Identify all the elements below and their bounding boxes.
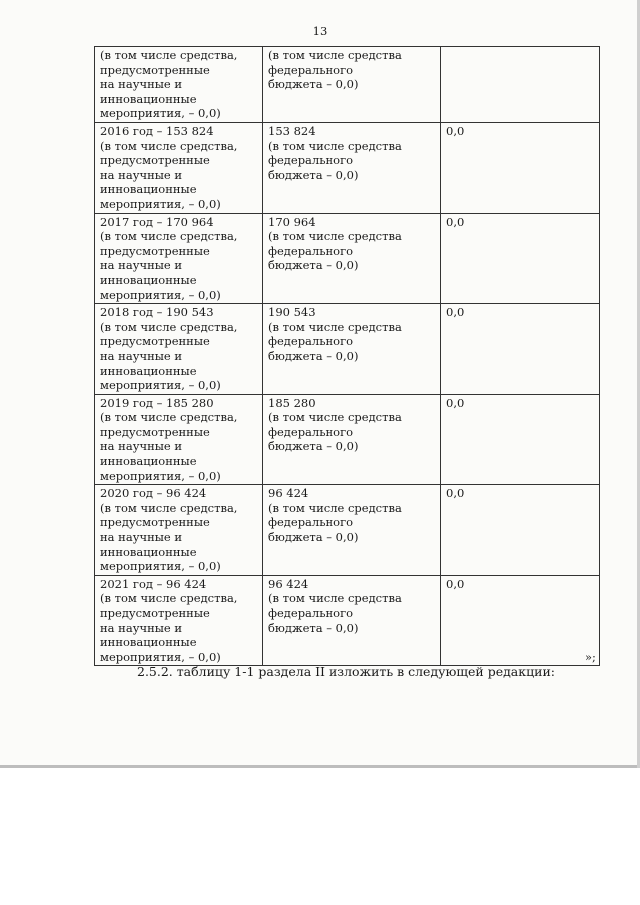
- cell-text-line: (в том числе средства: [268, 500, 402, 515]
- cell-text-line: 2018 год – 190 543: [100, 305, 214, 320]
- cell-text-line: (в том числе средства,: [100, 319, 238, 334]
- cell-text-line: инновационные: [100, 363, 197, 378]
- cell-text-line: (в том числе средства,: [100, 500, 238, 515]
- table-cell-col2: [263, 123, 441, 214]
- cell-text-line: 0,0: [446, 214, 465, 229]
- table-cell-col1: [95, 213, 263, 304]
- cell-text-line: федерального: [268, 153, 354, 168]
- table-row: [95, 304, 600, 395]
- cell-text-line: бюджета – 0,0): [268, 530, 359, 545]
- cell-text-line: федерального: [268, 515, 354, 530]
- cell-text-line: 0,0: [446, 124, 465, 138]
- funding-table: [94, 46, 600, 666]
- table-cell-col2: [263, 47, 441, 123]
- cell-text-line: (в том числе средства: [268, 138, 402, 153]
- table-cell-col1: [95, 485, 263, 576]
- cell-text-line: (в том числе средства,: [100, 229, 238, 244]
- table-cell-col3: [441, 304, 600, 395]
- table-cell-col1: [95, 47, 263, 123]
- cell-text-line: 153 824: [268, 124, 316, 138]
- cell-text-line: 96 424: [268, 486, 309, 501]
- cell-text-line: инновационные: [100, 182, 197, 197]
- cell-text-line: 190 543: [268, 305, 316, 320]
- cell-text-line: федерального: [268, 606, 354, 620]
- cell-text-line: (в том числе средства: [268, 229, 402, 244]
- table-row: [95, 575, 600, 666]
- cell-text-line: на научные и: [100, 530, 183, 545]
- table-cell-col1: [95, 394, 263, 485]
- cell-text-line: инновационные: [100, 544, 197, 559]
- cell-text-line: предусмотренные: [100, 153, 210, 168]
- amendment-paragraph: 2.5.2. таблицу 1-1 раздела II изложить в следующей редакции:: [137, 664, 555, 679]
- table-cell-col2: [263, 394, 441, 485]
- cell-text-line: (в том числе средства: [268, 410, 402, 425]
- cell-text-line: мероприятия, – 0,0): [100, 287, 221, 302]
- cell-text-line: бюджета – 0,0): [268, 167, 359, 182]
- table-cell-col3: [441, 47, 600, 123]
- cell-text-line: 0,0: [446, 486, 465, 501]
- cell-text-line: предусмотренные: [100, 515, 210, 530]
- table-row: [95, 394, 600, 485]
- cell-text-line: (в том числе средства,: [100, 138, 238, 153]
- cell-text-line: предусмотренные: [100, 243, 210, 258]
- cell-text-line: 2016 год – 153 824: [100, 124, 214, 138]
- cell-text-line: федерального: [268, 424, 354, 439]
- table-cell-col1: [95, 575, 263, 666]
- cell-text-line: мероприятия, – 0,0): [100, 106, 221, 121]
- table-cell-col3: [441, 213, 600, 304]
- cell-text-line: (в том числе средства,: [100, 410, 238, 425]
- cell-text-line: на научные и: [100, 620, 183, 635]
- cell-text-line: (в том числе средства: [268, 591, 402, 606]
- cell-text-line: на научные и: [100, 258, 183, 273]
- cell-text-line: 96 424: [268, 576, 309, 591]
- cell-text-line: федерального: [268, 243, 354, 258]
- table-row: [95, 123, 600, 214]
- cell-text-line: 0,0: [446, 305, 465, 320]
- cell-text-line: предусмотренные: [100, 424, 210, 439]
- cell-text-line: мероприятия, – 0,0): [100, 468, 221, 483]
- cell-text-line: бюджета – 0,0): [268, 77, 359, 92]
- cell-text-line: 0,0: [446, 395, 465, 410]
- table-cell-col3: [441, 123, 600, 214]
- cell-text-line: 2021 год – 96 424: [100, 576, 207, 591]
- cell-text-line: 2020 год – 96 424: [100, 486, 207, 501]
- closing-quote-mark: »;: [585, 650, 596, 664]
- cell-text-line: мероприятия, – 0,0): [100, 649, 221, 664]
- table-cell-col3: [441, 575, 600, 666]
- page-number: 13: [312, 24, 328, 38]
- cell-text-line: 170 964: [268, 214, 316, 229]
- table-row: [95, 213, 600, 304]
- table-row: [95, 47, 600, 123]
- table-cell-col2: [263, 304, 441, 395]
- cell-text-line: (в том числе средства,: [100, 591, 238, 606]
- cell-text-line: инновационные: [100, 635, 197, 650]
- cell-text-line: федерального: [268, 62, 354, 77]
- cell-text-line: (в том числе средства,: [100, 48, 238, 62]
- table-cell-col3: [441, 394, 600, 485]
- cell-text-line: на научные и: [100, 439, 183, 454]
- cell-text-line: мероприятия, – 0,0): [100, 559, 221, 574]
- cell-text-line: инновационные: [100, 272, 197, 287]
- cell-text-line: бюджета – 0,0): [268, 348, 359, 363]
- cell-text-line: бюджета – 0,0): [268, 258, 359, 273]
- table-cell-col3: [441, 485, 600, 576]
- cell-text-line: (в том числе средства: [268, 48, 402, 62]
- cell-text-line: 2019 год – 185 280: [100, 395, 214, 410]
- cell-text-line: бюджета – 0,0): [268, 620, 359, 635]
- cell-text-line: мероприятия, – 0,0): [100, 196, 221, 211]
- cell-text-line: федерального: [268, 334, 354, 349]
- table-cell-col2: [263, 485, 441, 576]
- cell-text-line: 0,0: [446, 576, 465, 591]
- table-cell-col2: [263, 575, 441, 666]
- cell-text-line: на научные и: [100, 348, 183, 363]
- cell-text-line: инновационные: [100, 91, 197, 106]
- cell-text-line: 2017 год – 170 964: [100, 214, 214, 229]
- table-cell-col2: [263, 213, 441, 304]
- cell-text-line: на научные и: [100, 167, 183, 182]
- cell-text-line: предусмотренные: [100, 606, 210, 620]
- cell-text-line: (в том числе средства: [268, 319, 402, 334]
- cell-text-line: бюджета – 0,0): [268, 439, 359, 454]
- cell-text-line: 185 280: [268, 395, 316, 410]
- table-row: [95, 485, 600, 576]
- cell-text-line: инновационные: [100, 454, 197, 469]
- table-cell-col1: [95, 123, 263, 214]
- table-cell-col1: [95, 304, 263, 395]
- cell-text-line: на научные и: [100, 77, 183, 92]
- funding-table-body: [95, 47, 600, 666]
- cell-text-line: мероприятия, – 0,0): [100, 378, 221, 393]
- cell-text-line: предусмотренные: [100, 334, 210, 349]
- cell-text-line: предусмотренные: [100, 62, 210, 77]
